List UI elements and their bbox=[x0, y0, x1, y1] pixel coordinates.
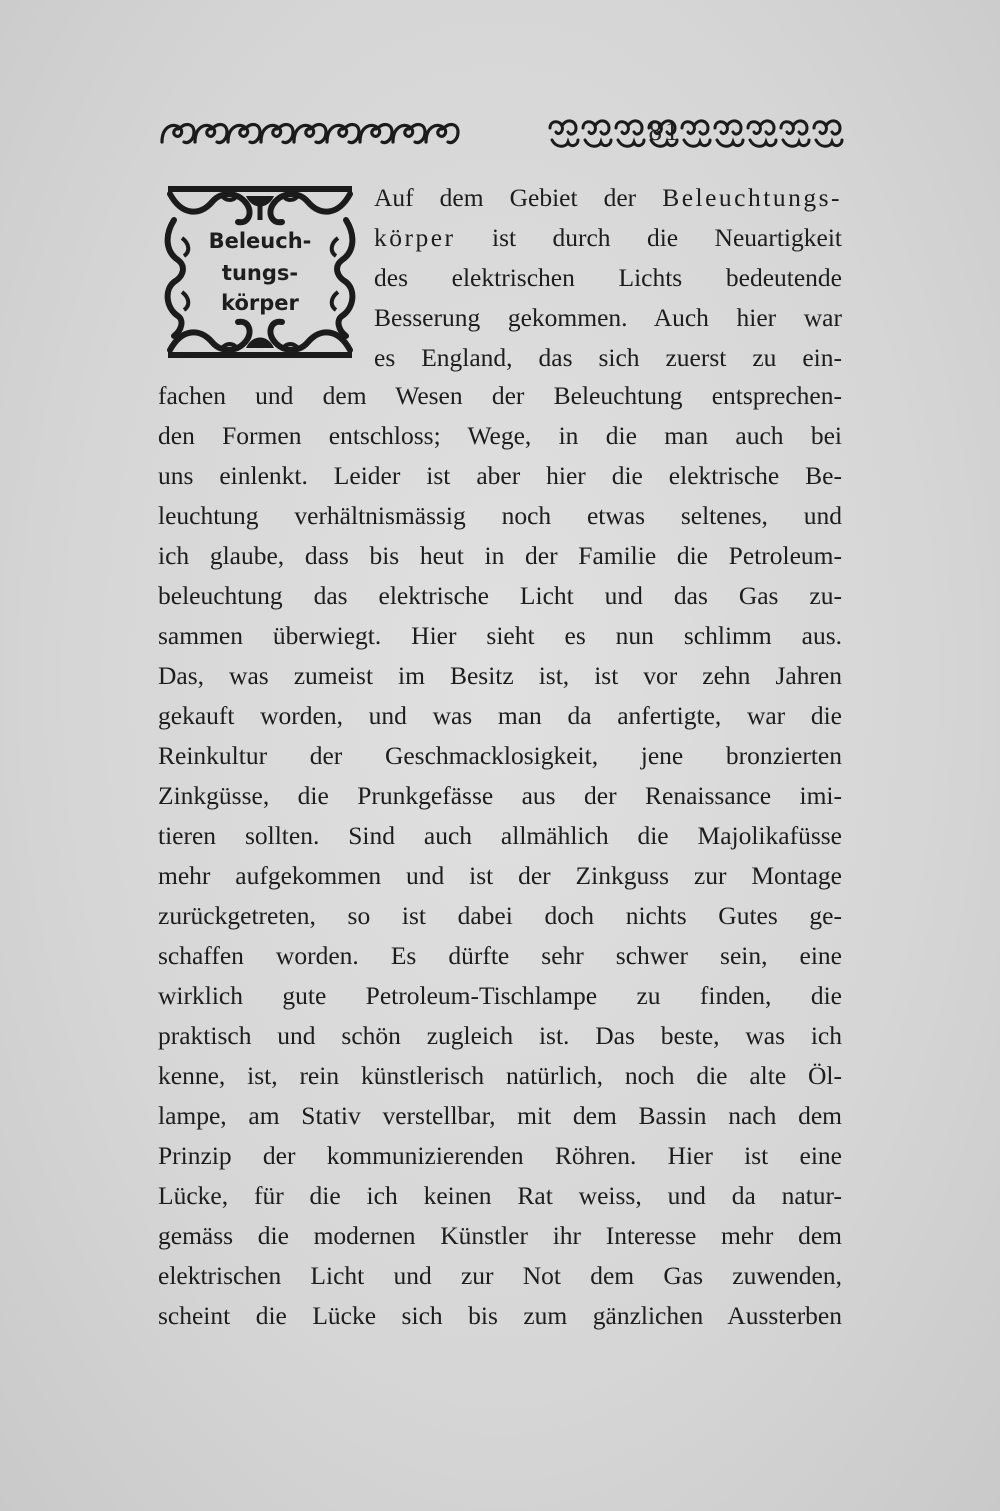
text-line bbox=[374, 223, 842, 253]
text-line: ich glaube, dass bis heut in der Familie die Petroleum- bbox=[158, 541, 842, 570]
text-line: scheint die Lücke sich bis zum gänzlichen Aussterben bbox=[158, 1301, 842, 1330]
text-line: schaffen worden. Es dürfte sehr schwer sein, eine bbox=[158, 941, 842, 970]
text-line: Lücke, für die ich keinen Rat weiss, und da natur- bbox=[158, 1181, 842, 1210]
text-run: Auf dem Gebiet der bbox=[374, 183, 637, 212]
text-line: des elektrischen Lichts bedeutende bbox=[374, 263, 842, 292]
text-line: tieren sollten. Sind auch allmählich die Majolikafüsse bbox=[158, 821, 842, 850]
text-line: gekauft worden, und was man da anfertigte, war die bbox=[158, 701, 842, 730]
text-line: es England, das sich zuerst zu ein- bbox=[374, 343, 842, 372]
text-line: fachen und dem Wesen der Beleuchtung entsprechen- bbox=[158, 381, 842, 410]
marginal-heading-line-2: tungs- bbox=[221, 261, 299, 285]
text-line: elektrischen Licht und zur Not dem Gas zuwenden, bbox=[158, 1261, 842, 1290]
text-line: Reinkultur der Geschmacklosigkeit, jene bronzierten bbox=[158, 741, 842, 770]
text-line: Besserung gekommen. Auch hier war bbox=[374, 303, 842, 332]
text-line: Prinzip der kommunizierenden Röhren. Hier ist eine bbox=[158, 1141, 842, 1170]
marginal-heading-line-3: körper bbox=[221, 291, 299, 315]
text-line: kenne, ist, rein künstlerisch natürlich, noch die alte Öl- bbox=[158, 1061, 842, 1090]
text-line: lampe, am Stativ verstellbar, mit dem Bassin nach dem bbox=[158, 1101, 842, 1130]
text-line: leuchtung verhältnismässig noch etwas seltenes, und bbox=[158, 501, 842, 530]
page-number: 81 bbox=[648, 116, 682, 146]
marginal-heading-line-1: Beleuch- bbox=[208, 229, 312, 253]
text-line: Das, was zumeist im Besitz ist, ist vor zehn Jahren bbox=[158, 661, 842, 690]
text-line: uns einlenkt. Leider ist aber hier die elektrische Be- bbox=[158, 461, 842, 490]
text-line: zurückgetreten, so ist dabei doch nichts Gutes ge- bbox=[158, 901, 842, 930]
text-line: sammen überwiegt. Hier sieht es nun schlimm aus. bbox=[158, 621, 842, 650]
text-line: wirklich gute Petroleum-Tischlampe zu finden, die bbox=[158, 981, 842, 1010]
text-line: den Formen entschloss; Wege, in die man auch bei bbox=[158, 421, 842, 450]
text-run-spaced: Beleuchtungs- bbox=[662, 183, 843, 212]
text-run-spaced: körper bbox=[374, 223, 456, 252]
text-line: Zinkgüsse, die Prunkgefässe aus der Renaissance imi- bbox=[158, 781, 842, 810]
text-line: praktisch und schön zugleich ist. Das beste, was ich bbox=[158, 1021, 842, 1050]
text-line: mehr aufgekommen und ist der Zinkguss zur Montage bbox=[158, 861, 842, 890]
text-line: gemäss die modernen Künstler ihr Interesse mehr dem bbox=[158, 1221, 842, 1250]
text-run: ist durch die Neuartigkeit bbox=[491, 223, 842, 252]
text-line: beleuchtung das elektrische Licht und das Gas zu- bbox=[158, 581, 842, 610]
text-line bbox=[374, 183, 842, 213]
